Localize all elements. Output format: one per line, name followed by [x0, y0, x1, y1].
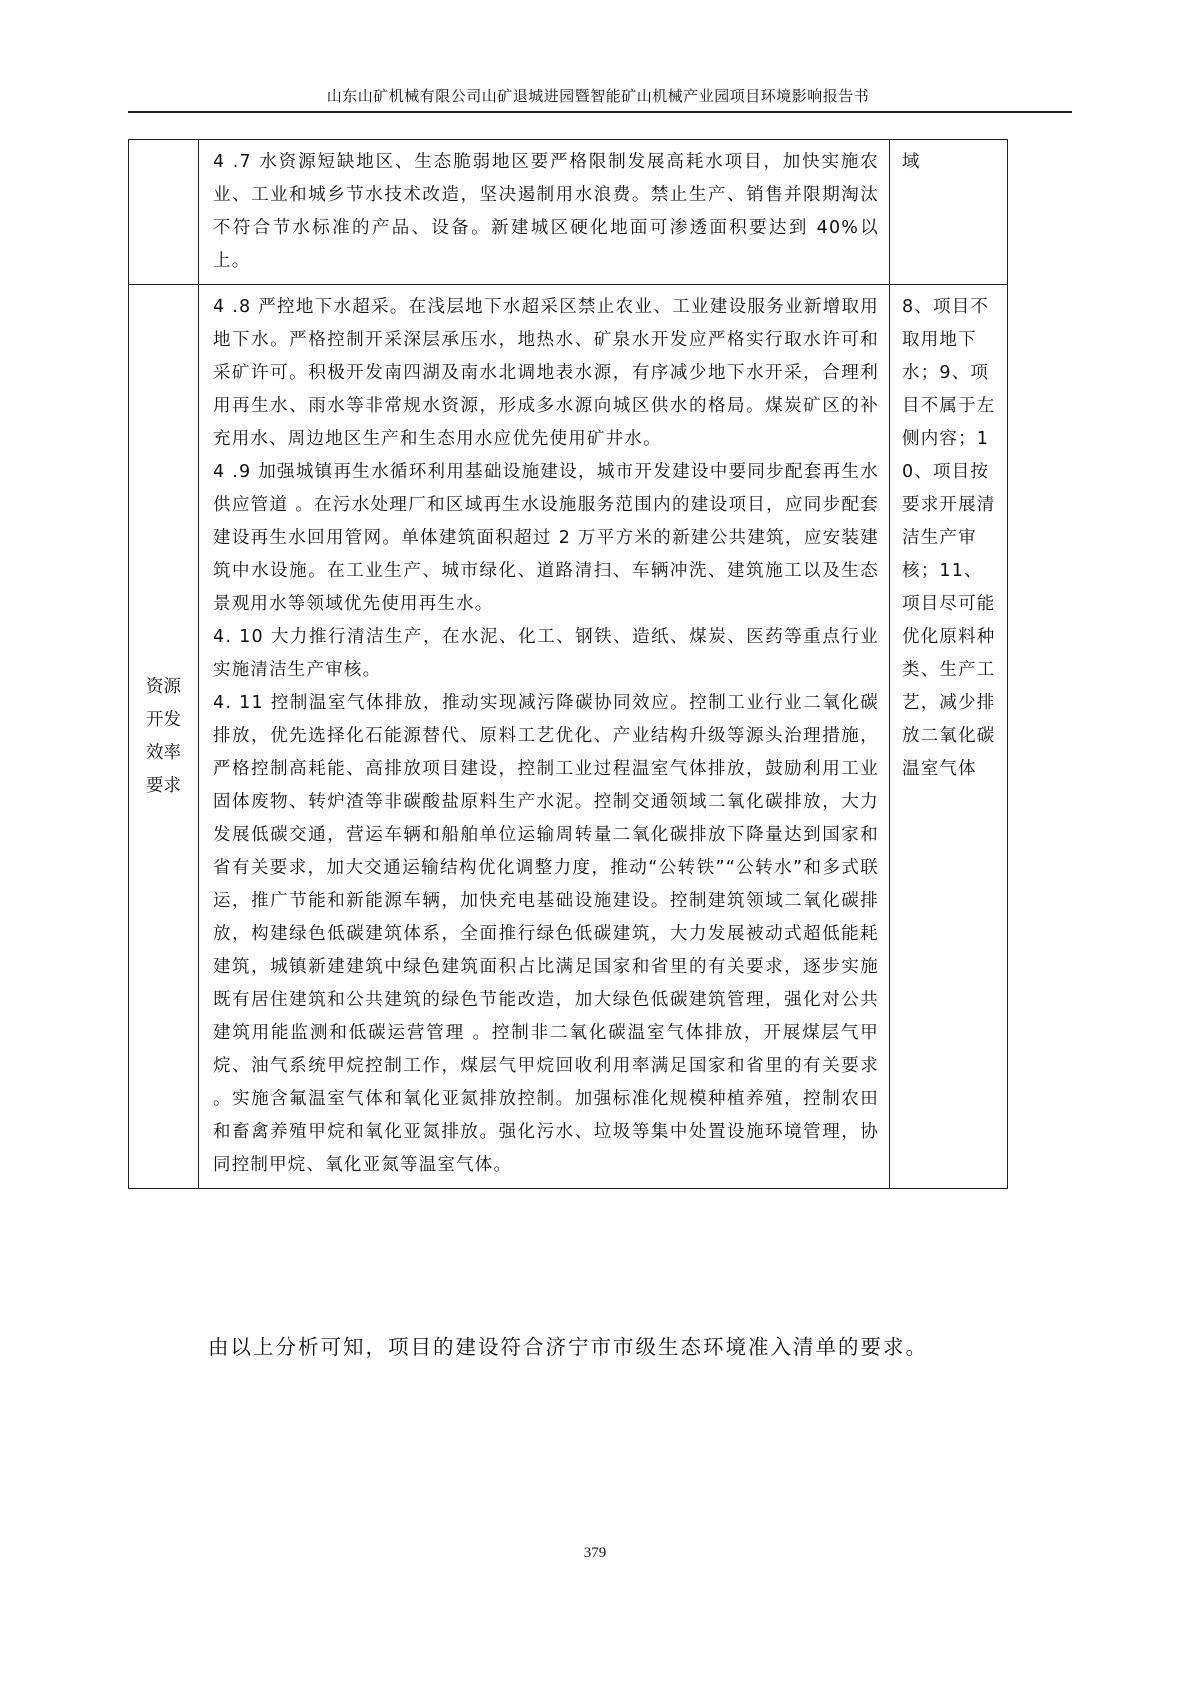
analysis-cell: 8、项目不取用地下水；9、项目不属于左侧内容；10、项目按要求开展清洁生产审核；11、项目尽可能优化原料种类、生产工艺，减少排放二氧化碳温室气体 [890, 285, 1008, 1189]
requirements-table [128, 139, 1008, 1189]
analysis-cell: 域 [890, 140, 1008, 285]
header-divider [128, 111, 1072, 113]
conclusion-text: 由以上分析可知，项目的建设符合济宁市市级生态环境准入清单的要求。 [208, 1335, 928, 1359]
category-cell [129, 285, 199, 1189]
requirement-paragraph: 4 .9 加强城镇再生水循环利用基础设施建设，城市开发建设中要同步配套再生水供应管道 。在污水处理厂和区域再生水设施服务范围内的建设项目，应同步配套建设再生水回用管网。单体建筑面积超过 2 万平方米的新建公共建筑，应安装建筑中水设施。在工业生产、城市绿化、道路清扫、车辆冲洗、建筑施工以及生态景观用水等领域优先使用再生水。 [213, 462, 879, 614]
table-row [129, 285, 1008, 1189]
requirement-paragraph: 4 .8 严控地下水超采。在浅层地下水超采区禁止农业、工业建设服务业新增取用地下水。严格控制开采深层承压水，地热水、矿泉水开发应严格实行取水许可和采矿许可。积极开发南四湖及南水北调地表水源，有序减少地下水开采，合理利用再生水、雨水等非常规水资源，形成多水源向城区供水的格局。煤炭矿区的补充用水、周边地区生产和生态用水应优先使用矿井水。 [213, 297, 879, 449]
table-row [129, 140, 1008, 285]
requirement-paragraph: 4 .7 水资源短缺地区、生态脆弱地区要严格限制发展高耗水项目，加快实施农业、工业和城乡节水技术改造，坚决遏制用水浪费。禁止生产、销售并限期淘汰不符合节水标准的产品、设备。新建城区硬化地面可渗透面积要达到 40%以上。 [213, 152, 879, 271]
document-header: 山东山矿机械有限公司山矿退城进园暨智能矿山机械产业园项目环境影响报告书 [326, 87, 870, 105]
requirement-cell [199, 140, 890, 285]
category-cell [129, 140, 199, 285]
requirement-paragraph: 4. 11 控制温室气体排放，推动实现减污降碳协同效应。控制工业行业二氧化碳排放，优先选择化石能源替代、原料工艺优化、产业结构升级等源头治理措施，严格控制高耗能、高排放项目建设，控制工业过程温室气体排放，鼓励利用工业固体废物、转炉渣等非碳酸盐原料生产水泥。控制交通领域二氧化碳排放，大力发展低碳交通，营运车辆和船舶单位运输周转量二氧化碳排放下降量达到国家和省有关要求，加大交通运输结构优化调整力度，推动“公转铁”“公转水”和多式联运，推广节能和新能源车辆，加快充电基础设施建设。控制建筑领域二氧化碳排放，构建绿色低碳建筑体系，全面推行绿色低碳建筑，大力发展被动式超低能耗建筑，城镇新建建筑中绿色建筑面积占比满足国家和省里的有关要求，逐步实施既有居住建筑和公共建筑的绿色节能改造，加大绿色低碳建筑管理，强化对公共建筑用能监测和低碳运营管理 。控制非二氧化碳温室气体排放，开展煤层气甲烷、油气系统甲烷控制工作，煤层气甲烷回收利用率满足国家和省里的有关要求 。实施含氟温室气体和氧化亚氮排放控制。加强标准化规模种植养殖，控制农田和畜禽养殖甲烷和氧化亚氮排放。强化污水、垃圾等集中处置设施环境管理，协同控制甲烷、氧化亚氮等温室气体。 [213, 693, 879, 1175]
page-number: 379 [583, 1545, 607, 1561]
requirement-cell [199, 285, 890, 1189]
requirement-paragraph: 4. 10 大力推行清洁生产，在水泥、化工、钢铁、造纸、煤炭、医药等重点行业实施清洁生产审核。 [213, 627, 879, 680]
category-label: 资源开发效率要求 [146, 676, 181, 796]
